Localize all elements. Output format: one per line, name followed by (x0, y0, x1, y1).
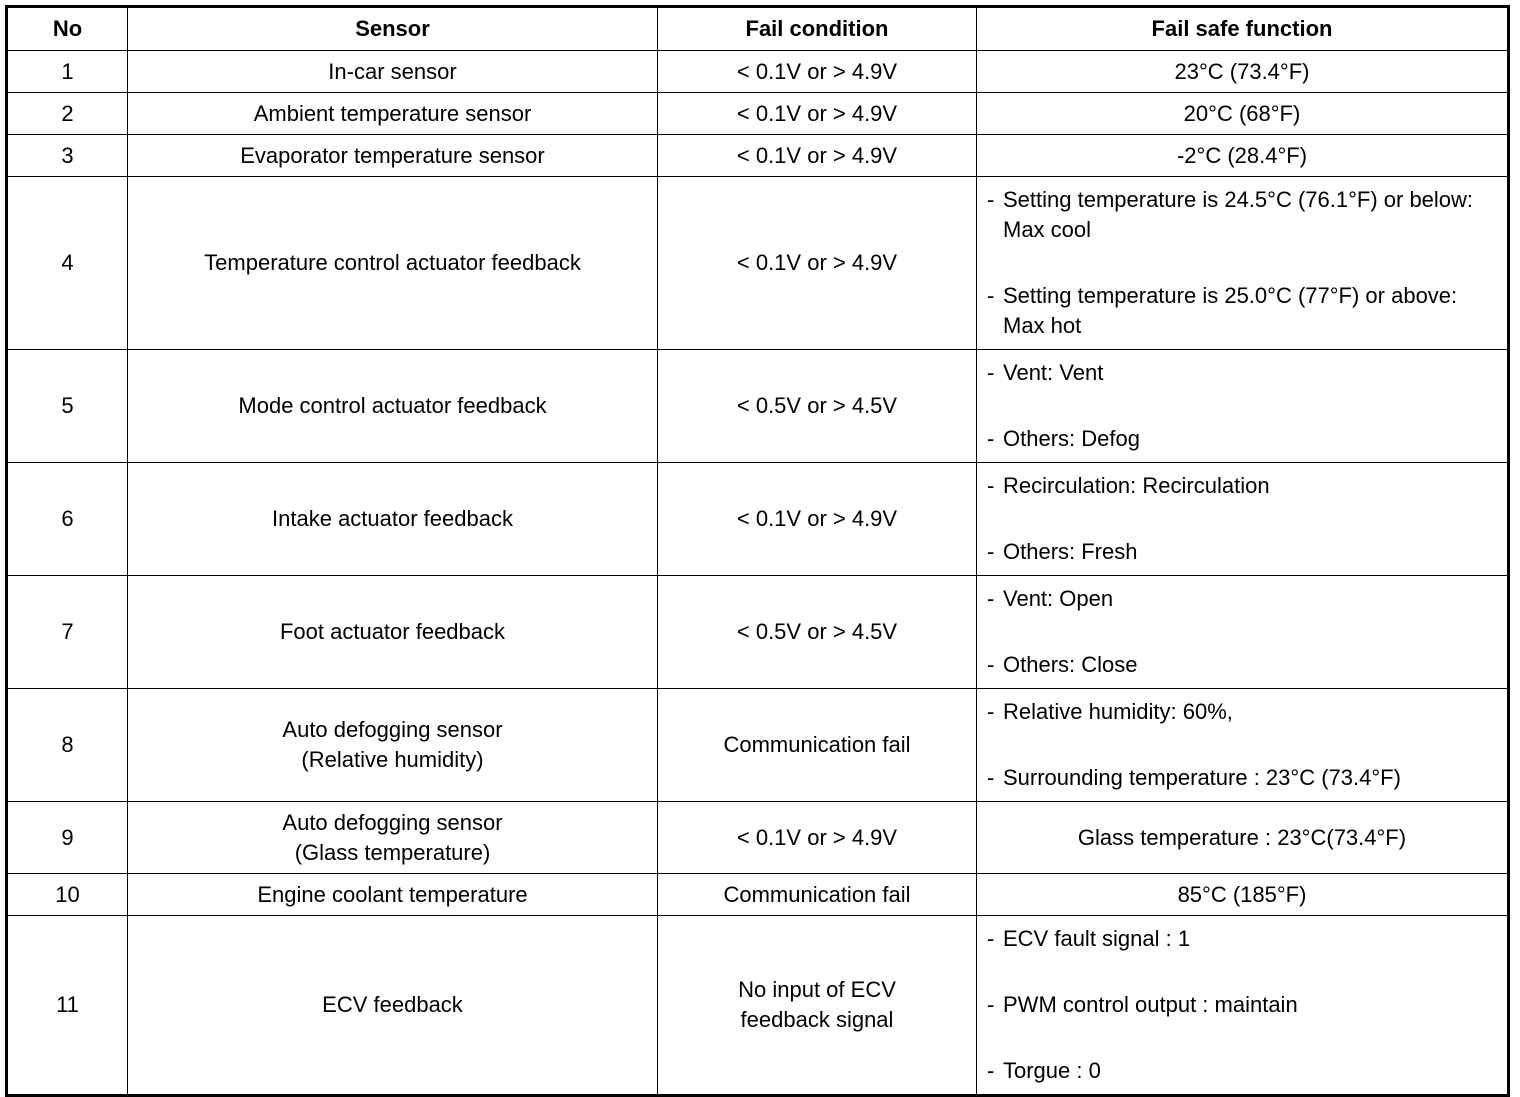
row-no: 8 (7, 689, 128, 802)
table-row (7, 802, 1509, 874)
fail-safe-cell (977, 576, 1509, 689)
fail-safe-item: - PWM control output : maintain (983, 990, 1501, 1020)
row-no: 6 (7, 463, 128, 576)
table-row (7, 51, 1509, 93)
row-no: 4 (7, 177, 128, 350)
table-row (7, 135, 1509, 177)
header-row (7, 7, 1509, 51)
condition-cell: < 0.1V or > 4.9V (658, 135, 977, 177)
sensor-cell: Temperature control actuator feedback (128, 177, 658, 350)
sensor-cell: Evaporator temperature sensor (128, 135, 658, 177)
fail-safe-item: - Others: Defog (983, 424, 1501, 454)
sensor-cell: ECV feedback (128, 916, 658, 1096)
sensor-line: (Relative humidity) (301, 747, 484, 772)
sensor-cell (128, 802, 658, 874)
row-no: 5 (7, 350, 128, 463)
fail-safe-item: - Vent: Open (983, 584, 1501, 614)
condition-cell: < 0.1V or > 4.9V (658, 177, 977, 350)
table-row (7, 350, 1509, 463)
fail-safe-cell: -2°C (28.4°F) (977, 135, 1509, 177)
condition-cell: Communication fail (658, 874, 977, 916)
row-no: 7 (7, 576, 128, 689)
fail-safe-item: - Others: Fresh (983, 537, 1501, 567)
header-sensor: Sensor (128, 7, 658, 51)
fail-safe-cell: 20°C (68°F) (977, 93, 1509, 135)
row-no: 1 (7, 51, 128, 93)
fail-safe-list (983, 471, 1501, 567)
condition-cell: < 0.1V or > 4.9V (658, 802, 977, 874)
fail-safe-cell: Glass temperature : 23°C(73.4°F) (977, 802, 1509, 874)
condition-cell: < 0.1V or > 4.9V (658, 463, 977, 576)
fail-safe-cell (977, 350, 1509, 463)
fail-safe-cell: 85°C (185°F) (977, 874, 1509, 916)
fail-safe-cell: 23°C (73.4°F) (977, 51, 1509, 93)
condition-line: No input of ECV (738, 977, 896, 1002)
fail-safe-list (983, 697, 1501, 793)
sensor-line: Auto defogging sensor (282, 809, 503, 835)
sensor-cell: In-car sensor (128, 51, 658, 93)
table-row (7, 689, 1509, 802)
table-row (7, 177, 1509, 350)
condition-cell: < 0.5V or > 4.5V (658, 576, 977, 689)
condition-cell: Communication fail (658, 689, 977, 802)
header-fail-safe-function: Fail safe function (977, 7, 1509, 51)
row-no: 3 (7, 135, 128, 177)
fail-safe-list (983, 185, 1501, 341)
sensor-line: Auto defogging sensor (282, 717, 503, 742)
fail-safe-list (983, 584, 1501, 680)
fail-safe-item: - Vent: Vent (983, 358, 1501, 388)
fail-safe-item: - Torgue : 0 (983, 1056, 1501, 1086)
sensor-line: (Glass temperature) (294, 839, 491, 865)
condition-cell: < 0.1V or > 4.9V (658, 93, 977, 135)
sensor-cell: Engine coolant temperature (128, 874, 658, 916)
fail-safe-item: - Surrounding temperature : 23°C (73.4°F) (983, 763, 1501, 793)
fail-safe-item: - Setting temperature is 25.0°C (77°F) or above: Max hot (983, 281, 1501, 341)
table-row (7, 916, 1509, 1096)
header-fail-condition: Fail condition (658, 7, 977, 51)
fail-safe-cell (977, 916, 1509, 1096)
sensor-cell: Intake actuator feedback (128, 463, 658, 576)
fail-safe-cell (977, 689, 1509, 802)
table-row (7, 93, 1509, 135)
sensor-cell: Foot actuator feedback (128, 576, 658, 689)
fail-safe-item: - Others: Close (983, 650, 1501, 680)
condition-cell (658, 916, 977, 1096)
header-no: No (7, 7, 128, 51)
row-no: 11 (7, 916, 128, 1096)
condition-line: feedback signal (740, 1007, 894, 1032)
row-no: 9 (7, 802, 128, 874)
fail-safe-item: - Recirculation: Recirculation (983, 471, 1501, 501)
fail-safe-item: - Setting temperature is 24.5°C (76.1°F) or below: Max cool (983, 185, 1501, 245)
table-row (7, 874, 1509, 916)
condition-cell: < 0.1V or > 4.9V (658, 51, 977, 93)
condition-cell: < 0.5V or > 4.5V (658, 350, 977, 463)
fail-safe-item: - ECV fault signal : 1 (983, 924, 1501, 954)
sensor-cell: Mode control actuator feedback (128, 350, 658, 463)
table-row (7, 576, 1509, 689)
fail-safe-cell (977, 177, 1509, 350)
fail-safe-item: - Relative humidity: 60%, (983, 697, 1501, 727)
sensor-cell (128, 689, 658, 802)
fail-safe-table (5, 5, 1510, 1097)
fail-safe-list (983, 924, 1501, 1086)
row-no: 10 (7, 874, 128, 916)
fail-safe-cell (977, 463, 1509, 576)
fail-safe-list (983, 358, 1501, 454)
sensor-cell: Ambient temperature sensor (128, 93, 658, 135)
table-row (7, 463, 1509, 576)
row-no: 2 (7, 93, 128, 135)
